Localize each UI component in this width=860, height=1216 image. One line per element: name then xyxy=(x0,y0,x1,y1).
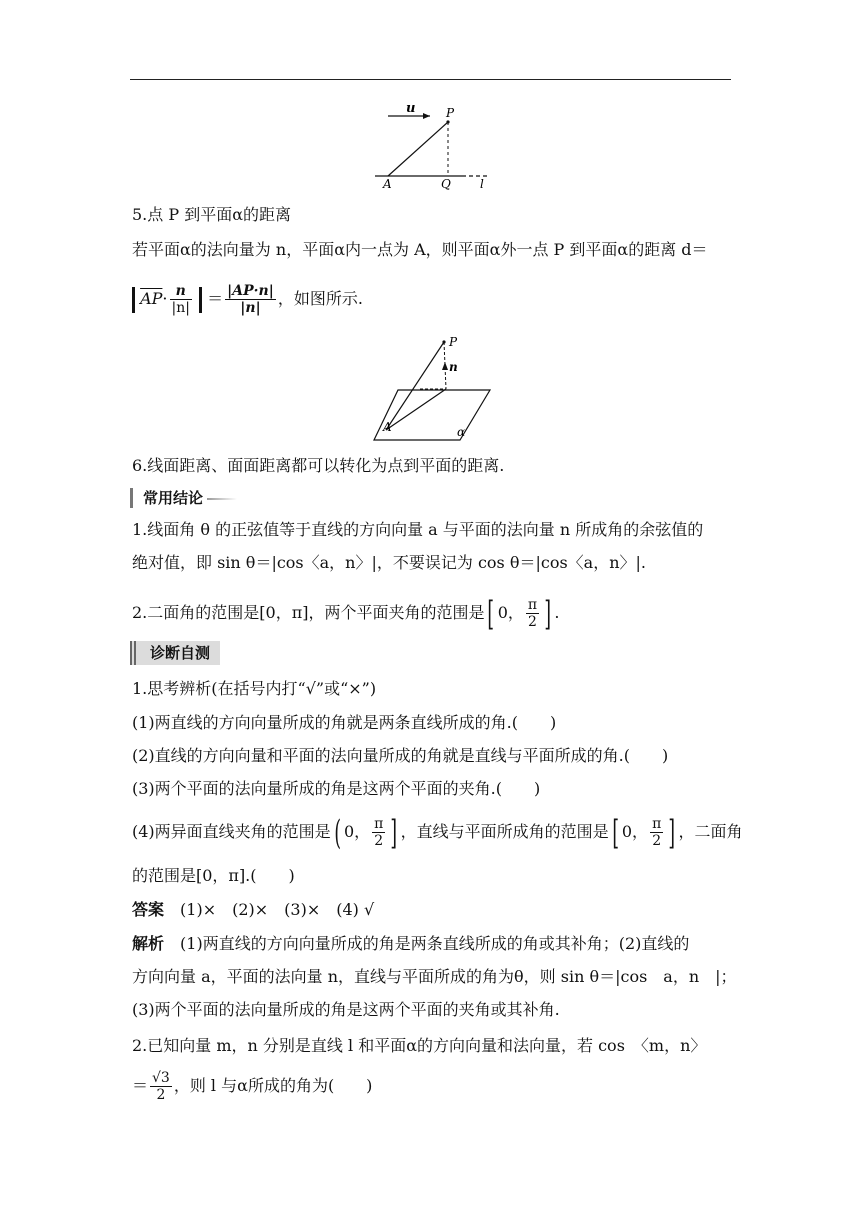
section-6: 6.线面距离、面面距离都可以转化为点到平面的距离. xyxy=(132,456,505,475)
analysis-line-3: (3)两个平面的法向量所成的角是这两个平面的夹角或其补角. xyxy=(132,1000,560,1019)
dot: · xyxy=(162,289,168,308)
vector-ap: $\overline{AP}$ xyxy=(140,289,163,308)
distance-fraction: $\frac{|AP\cdot n|}{|n|}$ xyxy=(227,283,274,316)
section-5-title: 5.点 P 到平面α的距离 xyxy=(132,205,292,224)
label-A2: A xyxy=(383,420,392,434)
answer-label: 答案 xyxy=(132,900,165,919)
label-l: l xyxy=(480,177,484,191)
conclusion-1-line-2: 绝对值，即 sin θ＝|cos〈a，n〉|，不要误记为 cos θ＝|cos〈a，n〉|. xyxy=(132,553,646,572)
pi-half-fraction: $\frac{\pi}{2}$ xyxy=(527,597,538,630)
q1-item-1: (1)两直线的方向向量所成的角就是两条直线所成的角.( ) xyxy=(132,713,557,732)
analysis-line-1: 解析 (1)两直线的方向向量所成的角是两条直线所成的角或其补角；(2)直线的 xyxy=(132,934,690,953)
header-rule xyxy=(130,79,731,80)
figure-line-projection xyxy=(370,100,500,192)
q1-title: 1.思考辨析(在括号内打“√”或“×”) xyxy=(132,679,377,698)
unit-normal-fraction: $\frac{n}{|n|}$ xyxy=(171,283,190,316)
label-u: u xyxy=(406,101,416,116)
analysis-line-2: 方向向量 a，平面的法向量 n，直线与平面所成的角为θ，则 sin θ＝|cos a，n |； xyxy=(132,967,737,986)
formula-tail: ，如图所示. xyxy=(277,289,363,308)
label-Q: Q xyxy=(441,177,451,191)
figure-point-plane xyxy=(368,332,498,444)
distance-formula xyxy=(132,276,363,322)
abs-bar-right xyxy=(199,287,202,313)
q2-line-1: 2.已知向量 m，n 分别是直线 l 和平面α的方向向量和法向量，若 cos 〈m，n〉 xyxy=(132,1036,707,1055)
q1-item-4: (4)两异面直线夹角的范围是( 0， $\frac{\pi}{2}$ ] ，直线与平面所成角的范围是[ 0， $\frac{\pi}{2}$ ] ，二面角 xyxy=(132,812,743,853)
q1-item-2: (2)直线的方向向量和平面的法向量所成的角就是直线与平面所成的角.( ) xyxy=(132,746,669,765)
answer-text: (1)× (2)× (3)× (4) √ xyxy=(180,900,375,919)
conclusion-tag: 常用结论 xyxy=(130,488,237,508)
q2-line-2: ＝ $\frac{√3}{2}$ ，则 l 与α所成的角为( ) xyxy=(132,1070,373,1103)
label-alpha: α xyxy=(457,425,466,439)
label-P2: P xyxy=(449,335,458,349)
abs-bar-left xyxy=(132,287,135,313)
equals: ＝ xyxy=(207,289,224,308)
q1-item-4-cont: 的范围是[0，π].( ) xyxy=(132,866,295,885)
label-n2: n xyxy=(449,360,458,374)
section-5-text: 若平面α的法向量为 n，平面α内一点为 A，则平面α外一点 P 到平面α的距离 d＝ xyxy=(132,240,708,259)
label-A: A xyxy=(383,177,392,191)
diagnosis-tag: 诊断自测 xyxy=(130,641,220,665)
conclusion-2: 2.二面角的范围是[0，π]，两个平面夹角的范围是[ 0， $\frac{\pi}{2}$ ] . xyxy=(132,593,560,634)
answer-line xyxy=(132,900,374,920)
analysis-label: 解析 xyxy=(132,934,165,953)
sqrt3-over-2: $\frac{√3}{2}$ xyxy=(152,1070,170,1103)
conclusion-1-line-1: 1.线面角 θ 的正弦值等于直线的方向向量 a 与平面的法向量 n 所成角的余弦值的 xyxy=(132,520,704,539)
q1-item-3: (3)两个平面的法向量所成的角是这两个平面的夹角.( ) xyxy=(132,779,541,798)
label-P: P xyxy=(446,106,455,120)
